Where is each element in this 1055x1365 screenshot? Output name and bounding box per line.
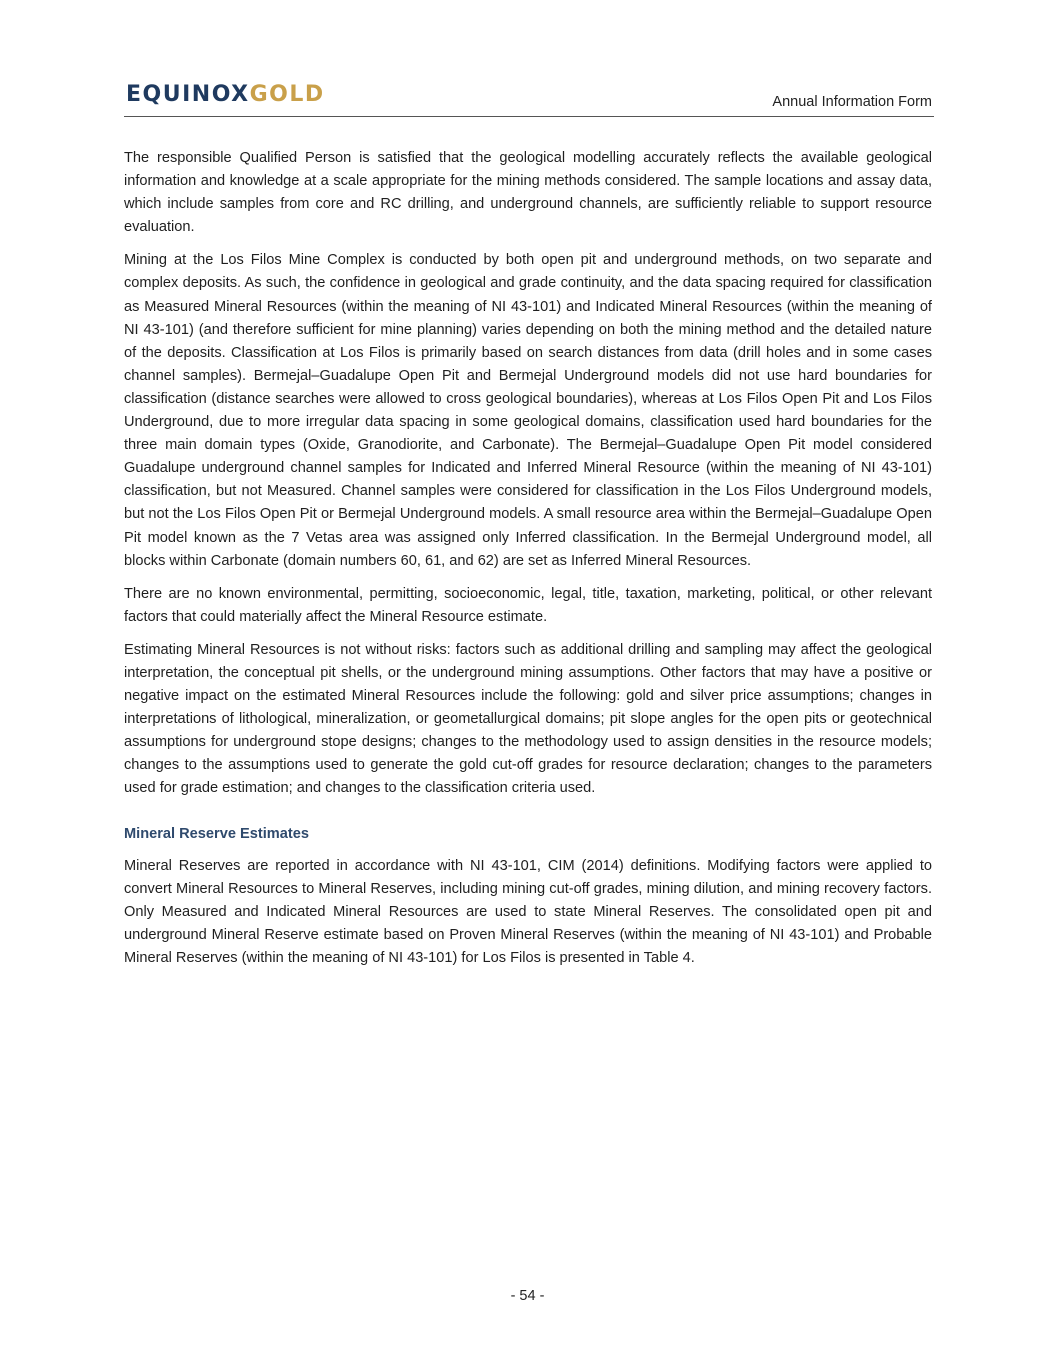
paragraph-estimation-risks: Estimating Mineral Resources is not without risks: factors such as additional drilling and sampling may affect the geological interpretation, the conceptual pit shells, or the underground mining assumptions. Other factors that may have a positive or negative impact on the estimated Mineral Resources include the following: gold and silver price assumptions; changes in interpretations of lithological, mineralization, or geometallurgical domains; pit slope angles for the open pits or geotechnical assumptions for underground stope designs; changes to the methodology used to assign densities in the resource models; changes to the assumptions used to generate the gold cut-off grades for resource declaration; changes to the parameters used for grade estimation; and changes to the classification criteria used. <box>124 641 932 797</box>
section-heading-mineral-reserve-estimates: Mineral Reserve Estimates <box>124 825 309 842</box>
page-number: - 54 - <box>510 1288 545 1304</box>
logo-text-equinox: EQUINOX <box>126 82 250 107</box>
document-body <box>124 147 932 980</box>
paragraph-mineral-reserves: Mineral Reserves are reported in accordance with NI 43-101, CIM (2014) definitions. Modifying factors were applied to convert Mineral Resources to Mineral Reserves, including mining cut-off grades, mining dilution, and mining recovery factors. Only Measured and Indicated Mineral Resources are used to state Mineral Reserves. The consolidated open pit and underground Mineral Reserve estimate based on Proven Mineral Reserves (within the meaning of NI 43-101) and Probable Mineral Reserves (within the meaning of NI 43-101) for Los Filos is presented in Table 4. <box>124 857 932 966</box>
paragraph-qualified-person: The responsible Qualified Person is satisfied that the geological modelling accurately reflects the available geological information and knowledge at a scale appropriate for the mining methods considered. The sample locations and assay data, which include samples from core and RC drilling, and underground channels, are sufficiently reliable to support resource evaluation. <box>124 150 932 236</box>
page-header <box>124 80 934 117</box>
paragraph-relevant-factors: There are no known environmental, permitting, socioeconomic, legal, title, taxation, marketing, political, or other relevant factors that could materially affect the Mineral Resource estimate. <box>124 585 932 625</box>
company-logo <box>126 82 325 108</box>
document-title: Annual Information Form <box>772 94 932 110</box>
logo-text-gold: GOLD <box>249 82 325 107</box>
paragraph-mining-classification: Mining at the Los Filos Mine Complex is conducted by both open pit and underground methods, on two separate and complex deposits. As such, the confidence in geological and grade continuity, and the data spacing required for classification as Measured Mineral Resources (within the meaning of NI 43-101) and Indicated Mineral Resources (within the meaning of NI 43-101) (and therefore sufficient for mine planning) varies depending on both the mining method and the detailed nature of the deposits. Classification at Los Filos is primarily based on search distances from data (drill holes and in some cases channel samples). Bermejal–Guadalupe Open Pit and Bermejal Underground models did not use hard boundaries for classification (distance searches were allowed to cross geological boundaries), whereas at Los Filos Open Pit and Los Filos Underground, due to more irregular data spacing in some geological domains, classification used hard boundaries for the three main domain types (Oxide, Granodiorite, and Carbonate). The Bermejal–Guadalupe Open Pit model considered Guadalupe underground channel samples for Indicated and Inferred Mineral Resource (within the meaning of NI 43-101) classification, but not Measured. Channel samples were considered for classification in the Los Filos Underground models, but not the Los Filos Open Pit or Bermejal Underground models. A small resource area within the Bermejal–Guadalupe Open Pit model known as the 7 Vetas area was assigned only Inferred classification. In the Bermejal Underground model, all blocks within Carbonate (domain numbers 60, 61, and 62) are set as Inferred Mineral Resources. <box>124 252 932 569</box>
